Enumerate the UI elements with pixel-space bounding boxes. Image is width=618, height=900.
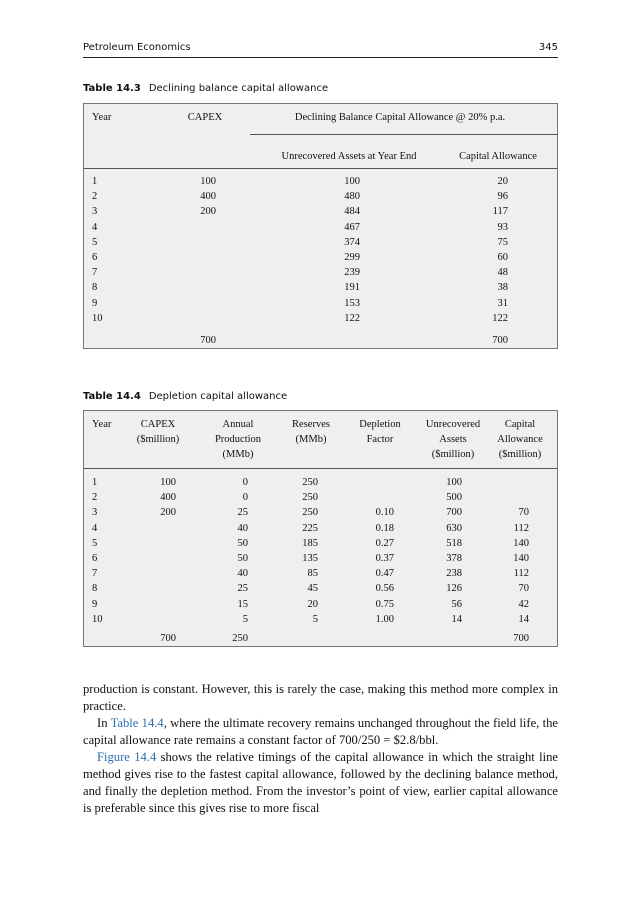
cell-year: 7 [92, 267, 98, 279]
col-header-year: Year [92, 112, 112, 123]
cell-reserves: 20 [307, 598, 318, 610]
table-number: Table 14.3 [83, 83, 141, 94]
cell-unrecovered-assets: 630 [446, 522, 462, 534]
cell-depletion-factor: 0.27 [375, 537, 394, 549]
cell-capital-allowance: 96 [497, 191, 508, 203]
cell-year: 10 [92, 613, 103, 625]
cell-capital-allowance: 122 [492, 312, 508, 324]
col-header-production-3: (MMb) [222, 449, 254, 460]
cell-capex: 200 [200, 206, 216, 218]
cell-unrecovered-assets: 153 [344, 297, 360, 309]
cell-capital-allowance: 93 [497, 221, 508, 233]
cell-unrecovered-assets: 700 [446, 507, 462, 519]
header-bottom-rule [84, 468, 557, 469]
cell-production: 15 [237, 598, 248, 610]
cell-unrecovered-assets: 238 [446, 568, 462, 580]
cell-capital-allowance: 60 [497, 252, 508, 263]
cell-unrecovered-assets: 239 [344, 267, 360, 279]
cell-unrecovered-assets: 122 [344, 312, 360, 324]
cell-year: 9 [92, 598, 98, 610]
cell-capex: 400 [160, 492, 176, 504]
cell-reserves: 250 [302, 492, 318, 504]
cell-reserves: 185 [302, 537, 318, 549]
table-14-4-caption [83, 391, 287, 402]
col-header-unrecovered: Unrecovered Assets at Year End [281, 151, 417, 162]
cell-production: 0 [242, 492, 248, 504]
cell-year: 3 [92, 206, 98, 218]
cell-capital-allowance: 48 [497, 267, 508, 279]
cell-year: 6 [92, 553, 98, 564]
paragraph-2-lead: In [97, 716, 111, 730]
col-header-capex-1: CAPEX [140, 419, 176, 430]
col-header-capex: CAPEX [187, 112, 223, 123]
figure-14-4-link[interactable]: Figure 14.4 [97, 750, 157, 764]
col-header-allowance-3: ($million) [498, 449, 542, 460]
total-production: 250 [232, 633, 248, 644]
table-14-3 [83, 103, 558, 349]
cell-reserves: 225 [302, 522, 318, 534]
cell-capex: 100 [200, 176, 216, 187]
cell-year: 3 [92, 507, 98, 519]
col-header-production-1: Annual [222, 419, 254, 430]
cell-unrecovered-assets: 100 [446, 477, 462, 488]
col-header-year: Year [92, 419, 112, 430]
cell-year: 9 [92, 297, 98, 309]
col-header-unrecovered-1: Unrecovered [425, 419, 481, 430]
cell-depletion-factor: 0.75 [375, 598, 394, 610]
total-capex: 700 [160, 633, 176, 644]
table-title: Depletion capital allowance [148, 391, 288, 402]
cell-unrecovered-assets: 484 [344, 206, 360, 218]
cell-capital-allowance: 75 [497, 236, 508, 248]
span-header-declining-balance: Declining Balance Capital Allowance @ 20% p.a. [294, 112, 506, 123]
cell-year: 4 [92, 221, 98, 233]
table-14-4 [83, 410, 558, 647]
cell-depletion-factor: 0.10 [375, 507, 394, 519]
cell-year: 1 [92, 477, 98, 488]
cell-reserves: 45 [307, 583, 318, 595]
cell-unrecovered-assets: 378 [446, 553, 462, 564]
cell-year: 2 [92, 191, 98, 203]
cell-production: 40 [237, 522, 248, 534]
cell-year: 5 [92, 537, 98, 549]
page-number: 345 [538, 42, 558, 53]
col-header-depletion-1: Depletion [359, 419, 401, 430]
cell-reserves: 250 [302, 477, 318, 488]
table-title: Declining balance capital allowance [148, 83, 329, 94]
journal-title: Petroleum Economics [83, 42, 191, 53]
cell-capex: 100 [160, 477, 176, 488]
cell-capital-allowance: 117 [492, 206, 508, 218]
running-head [83, 41, 558, 58]
cell-reserves: 5 [312, 613, 318, 625]
cell-unrecovered-assets: 126 [446, 583, 462, 595]
cell-year: 2 [92, 492, 98, 504]
cell-production: 5 [242, 613, 248, 625]
cell-depletion-factor: 0.47 [375, 568, 394, 580]
paragraph-2-text: , where the ultimate recovery remains unchanged throughout the field life, the capital allowance rate remains a constant factor of 700/250 = $2.8/bbl. [83, 716, 558, 747]
col-header-allowance-1: Capital [504, 419, 536, 430]
col-header-reserves-2: (MMb) [295, 434, 327, 445]
header-rule [250, 134, 558, 135]
cell-capital-allowance: 20 [497, 176, 508, 187]
paragraph-3 [83, 749, 558, 817]
col-header-allowance: Capital Allowance [459, 151, 537, 162]
total-allowance: 700 [513, 633, 529, 644]
total-allowance: 700 [492, 335, 508, 346]
body-text [83, 681, 558, 817]
col-header-unrecovered-3: ($million) [431, 449, 475, 460]
col-header-allowance-2: Allowance [497, 434, 543, 445]
cell-unrecovered-assets: 191 [344, 282, 360, 294]
col-header-capex-2: ($million) [136, 434, 180, 445]
cell-production: 50 [237, 553, 248, 564]
cell-unrecovered-assets: 480 [344, 191, 360, 203]
col-header-production-2: Production [214, 434, 262, 445]
cell-reserves: 135 [302, 553, 318, 564]
cell-capital-allowance: 140 [513, 553, 529, 564]
cell-production: 0 [242, 477, 248, 488]
cell-year: 10 [92, 312, 103, 324]
cell-capital-allowance: 14 [518, 613, 529, 625]
col-header-depletion-2: Factor [366, 434, 394, 445]
cell-unrecovered-assets: 56 [451, 598, 462, 610]
cell-year: 4 [92, 522, 98, 534]
paragraph-1: production is constant. However, this is rarely the case, making this method more complex in practice. [83, 682, 558, 713]
cell-unrecovered-assets: 518 [446, 537, 462, 549]
paragraph-2 [83, 715, 558, 749]
cell-capex: 400 [200, 191, 216, 203]
cell-depletion-factor: 0.18 [375, 522, 394, 534]
cell-production: 25 [237, 507, 248, 519]
cell-production: 25 [237, 583, 248, 595]
cell-depletion-factor: 0.56 [375, 583, 394, 595]
total-capex: 700 [200, 335, 216, 346]
table-number: Table 14.4 [83, 391, 141, 402]
cell-year: 7 [92, 568, 98, 580]
table-14-3-caption [83, 83, 328, 94]
cell-production: 50 [237, 537, 248, 549]
header-bottom-rule [84, 168, 557, 169]
cell-capex: 200 [160, 507, 176, 519]
cell-capital-allowance: 38 [497, 282, 508, 294]
cell-depletion-factor: 0.37 [375, 553, 394, 564]
cell-unrecovered-assets: 299 [344, 252, 360, 263]
cell-unrecovered-assets: 500 [446, 492, 462, 504]
cell-capital-allowance: 70 [518, 583, 529, 595]
cell-capital-allowance: 70 [518, 507, 529, 519]
cell-unrecovered-assets: 100 [344, 176, 360, 187]
cell-production: 40 [237, 568, 248, 580]
cell-capital-allowance: 112 [513, 568, 529, 580]
cell-depletion-factor: 1.00 [375, 613, 394, 625]
cell-year: 8 [92, 583, 98, 595]
cell-unrecovered-assets: 374 [344, 236, 360, 248]
cell-capital-allowance: 140 [513, 537, 529, 549]
cell-year: 6 [92, 252, 98, 263]
table-14-4-link[interactable]: Table 14.4 [110, 716, 164, 730]
cell-unrecovered-assets: 14 [451, 613, 462, 625]
paragraph-3-text: shows the relative timings of the capital allowance in which the straight line method gives rise to the fastest capital allowance, followed by the declining balance method, and finally the depletion method. From the investor’s point of view, earlier capital allowance is preferable since this gives rise to more fiscal [83, 750, 558, 815]
cell-year: 8 [92, 282, 98, 294]
cell-capital-allowance: 42 [518, 598, 529, 610]
cell-capital-allowance: 31 [497, 297, 508, 309]
cell-reserves: 250 [302, 507, 318, 519]
col-header-unrecovered-2: Assets [439, 434, 467, 445]
cell-unrecovered-assets: 467 [344, 221, 360, 233]
cell-reserves: 85 [307, 568, 318, 580]
cell-year: 1 [92, 176, 98, 187]
col-header-reserves-1: Reserves [292, 419, 330, 430]
cell-capital-allowance: 112 [513, 522, 529, 534]
cell-year: 5 [92, 236, 98, 248]
